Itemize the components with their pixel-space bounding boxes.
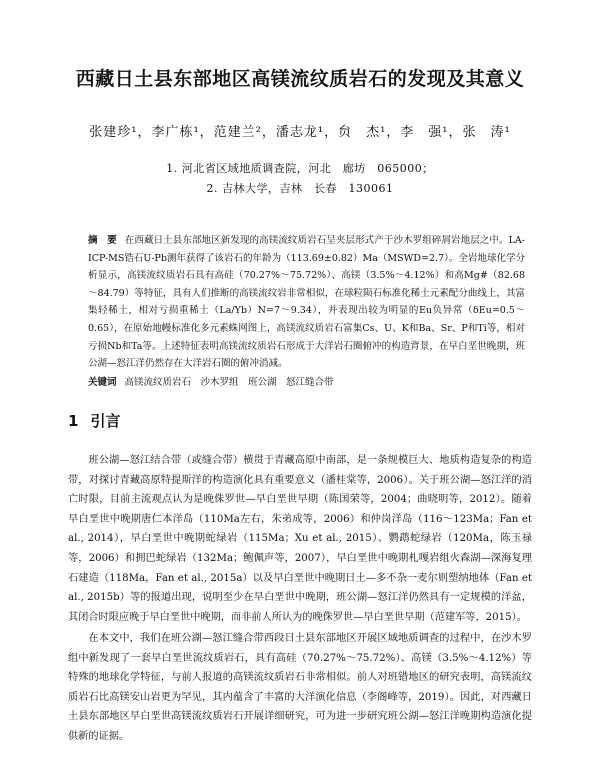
paper-title: 西藏日土县东部地区高镁流纹质岩石的发现及其意义 — [75, 68, 525, 90]
author-list: 张建珍¹，李广栋¹，范建兰²，潘志龙¹，贠 杰¹，李 强¹，张 涛¹ — [89, 125, 511, 140]
keywords — [88, 374, 525, 388]
section-number: 1 — [68, 412, 79, 430]
keywords-label: 关键词 — [88, 377, 117, 388]
abstract — [88, 232, 525, 373]
keywords-text: 高镁流纹质岩石 沙木罗组 班公湖 怒江缝合带 — [124, 377, 334, 388]
intro-paragraph-1: 班公湖—怒江结合带（或缝合带）横贯于青藏高原中南部，是一条规模巨大、地质构造复杂的构造带，对探讨青藏高原特提斯洋的构造演化具有重要意义（潘桂棠等，2006）。关于班公湖—怒江洋的消亡时限，目前主流观点认为是晚侏罗世—早白垩世早期（陈国荣等，2004；曲晓明等，2012）。随着早白垩世中晚期唐仁本洋岛（110Ma左右，朱弟成等，2006）和仲岗洋岛（116～123Ma；Fan et al., 2014），早白垩世中晚期蛇绿岩（115Ma；Xu et al., 2015）、鹦鹉蛇绿岩（120Ma，陈玉禄等，2006）和拥巴蛇绿岩（132Ma；鲍佩声等，2007），早白垩世中晚期札嘎岩组火森湖—深海复理石建造（118Ma，Fan et al., 2015a）以及早白垩世中晚期日土—多不杂一麦尔则塑纳地体（Fan et al., 2015b）等的报道出现，说明至少在早白垩世中晚期，班公湖—怒江洋仍然具有一定规模的洋盆，其闭合时限应晚于早白垩世中晚期，而非前人所认为的晚侏罗世—早白垩世早期（范建军等，2015）。 — [68, 455, 532, 623]
affiliation-2: 2. 吉林大学，吉林 长春 130061 — [206, 182, 394, 195]
abstract-text: 在西藏日土县东部地区新发现的高镁流纹质岩石呈夹层形式产于沙木罗组碎屑岩地层之中。LA-ICP-MS锆石U-Pb测年获得了该岩石的年龄为（113.69±0.82）Ma（MSWD=2.7）。全岩地球化学分析显示，高镁流纹质岩石具有高硅（70.27%～75.72%）、高镁（3.5%～4.12%）和高Mg#（82.68～84.79）等特征，具有人们推断的高镁流纹岩非常相似，在球粒陨石标准化稀土元素配分曲线上，其富集轻稀土，相对亏损重稀土（La/Yb）N=7～9.34），并表现出较为明显的Eu负异常（δEu=0.5～0.65），在原始地幔标准化多元素蛛网图上，高镁流纹质岩石富集Cs、U、K和Ba、Sr、P和Ti等，相对亏损Nb和Ta等。上述特征表明高镁流纹质岩石形成于大洋岩石圈俯冲的构造背景，在早白垩世晚期，班公湖—怒江洋仍然存在大洋岩石圈的俯冲消减。 — [88, 235, 525, 370]
intro-paragraph-2: 在本文中，我们在班公湖—怒江缝合带西段日土县东部地区开展区域地质调查的过程中，在沙木罗组中新发现了一套早白垩世流纹质岩石，具有高硅（70.27%～75.72%）、高镁（3.5%～4.12%）等特殊的地球化学特征，与前人报道的高镁流纹质岩石非常相似。前人对班错地区的研究表明，高镁流纹质岩石比高镁安山岩更为罕见，其内蕴含了丰富的大洋演化信息（李阁峰等，2019）。因此，对西藏日土县东部地区早白垩世高镁流纹质岩石开展详细研究，可为进一步研究班公湖—怒江洋晚期构造演化提供新的证据。 — [68, 633, 532, 742]
section-title: 引言 — [90, 412, 121, 430]
affiliation-1: 1. 河北省区域地质调查院，河北 廊坊 065000； — [166, 162, 434, 175]
section-heading — [68, 410, 120, 431]
abstract-label: 摘 要 — [88, 235, 117, 246]
